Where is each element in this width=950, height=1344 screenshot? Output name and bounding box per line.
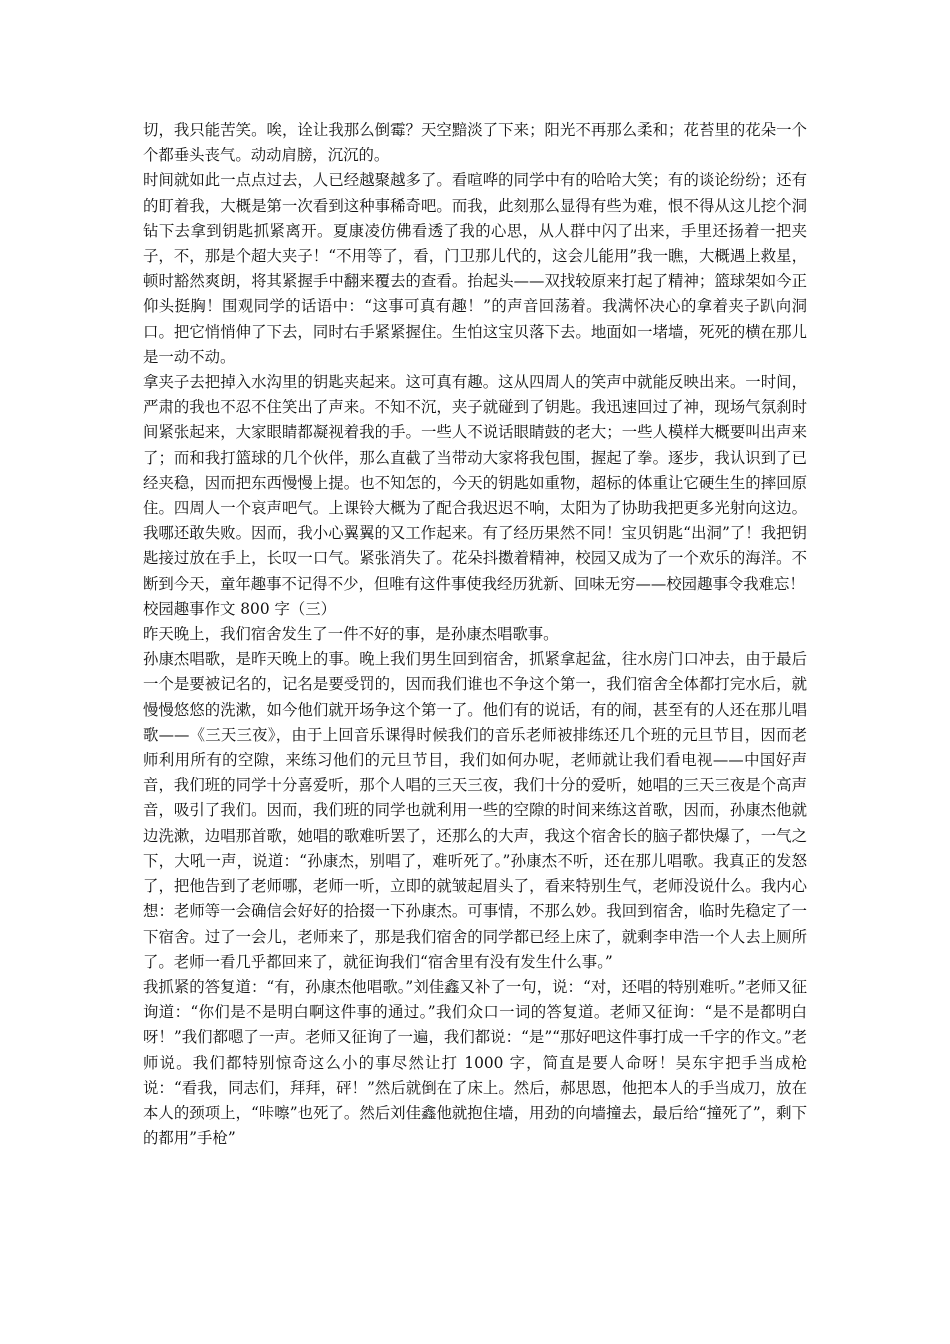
section-heading: 校园趣事作文 800 字（三） [143, 599, 337, 618]
paragraph: 时间就如此一点点过去，人已经越聚越多了。看喧哗的同学中有的哈哈大笑；有的谈论纷纷；还有的盯着我，大概是第一次看到这种事稀奇吧。而我，此刻那么显得有些为难，恨不得从这儿挖个洞钻下去拿到钥匙抓紧离开。夏康凌仿佛看透了我的心思，从人群中闪了出来，手里还扬着一把夹子，不，那是个超大夹子！“不用等了，看，门卫那儿代的，这会儿能用”我一瞧，大概遇上救星，顿时豁然爽朗，将其紧握手中翻来覆去的查看。抬起头——双找较原来打起了精神；篮球架如今正仰头挺胸！围观同学的话语中：“这事可真有趣！”的声音回荡着。我满怀决心的拿着夹子趴向洞口。把它悄悄伸了下去，同时右手紧紧握住。生怕这宝贝落下去。地面如一堵墙，死死的横在那儿是一动不动。 [143, 171, 807, 366]
paragraph: 切，我只能苦笑。唉，诠让我那么倒霉？天空黯淡了下来；阳光不再那么柔和；花苔里的花朵一个个都垂头丧气。动动肩膀，沉沉的。 [143, 121, 807, 165]
paragraph: 孙康杰唱歌，是昨天晚上的事。晚上我们男生回到宿舍，抓紧拿起盆，往水房门口冲去，由于最后一个是要被记名的，记名是要受罚的，因而我们谁也不争这个第一，我们宿舍全体都打完水后，就慢慢悠悠的洗漱，如今他们就开场争这个第一了。他们有的说话，有的闹，甚至有的人还在那儿唱歌——《三天三夜》，由于上回音乐课得时候我们的音乐老师被排练还几个班的元旦节目，因而老师利用所有的空隙，来练习他们的元旦节目，我们如何办呢，老师就让我们看电视——中国好声音，我们班的同学十分喜爱听，那个人唱的三天三夜，我们十分的爱听，她唱的三天三夜是个高声音，吸引了我们。因而，我们班的同学也就利用一些的空隙的时间来练这首歌，因而，孙康杰他就边洗漱，边唱那首歌，她唱的歌难听罢了，还那么的大声，我这个宿舍长的脑子都快爆了，一气之下，大吼一声，说道：“孙康杰，别唱了，难听死了。”孙康杰不听，还在那儿唱歌。我真正的发怒了，把他告到了老师哪，老师一听，立即的就皱起眉头了，看来特别生气，老师没说什么。我内心想：老师等一会确信会好好的拾掇一下孙康杰。可事情，不那么妙。我回到宿舍，临时先稳定了一下宿舍。过了一会儿，老师来了，那是我们宿舍的同学都已经上床了，就剩李申浩一个人去上厕所了。老师一看几乎都回来了，就征询我们“宿舍里有没有发生什么事。” [143, 650, 807, 971]
paragraph: 我抓紧的答复道：“有，孙康杰他唱歌。”刘佳鑫又补了一句，说：“对，还唱的特别难听。”老师又征询道：“你们是不是明白啊这件事的通过。”我们众口一词的答复道。老师又征询：“是不是都明白呀！”我们都嗯了一声。老师又征询了一遍，我们都说：“是”“那好吧这件事打成一千字的作文。”老师说。我们都特别惊奇这么小的事尽然让打 1000 字，简直是要人命呀！吴东宇把手当成枪说：“看我，同志们，拜拜，砰！”然后就倒在了床上。然后，郝思恩，他把本人的手当成刀，放在本人的颈项上，“咔嚓”也死了。然后刘佳鑫他就抱住墙，用劲的向墙撞去，最后给“撞死了”，剩下的都用”手枪” [143, 977, 807, 1148]
paragraph: 拿夹子去把掉入水沟里的钥匙夹起来。这可真有趣。这从四周人的笑声中就能反映出来。一时间，严肃的我也不忍不住笑出了声来。不知不沉，夹子就碰到了钥匙。我迅速回过了神，现场气氛刹时间紧张起来，大家眼睛都凝视着我的手。一些人不说话眼睛鼓的老大；一些人模样大概要叫出声来了；而和我打篮球的几个伙伴，那么直截了当带动大家将我包围，握起了拳。逐步，我认识到了已经夹稳，因而把东西慢慢上提。也不知怎的，今天的钥匙如重物，超标的体重让它硬生生的摔回原住。四周人一个哀声吧气。上课铃大概为了配合我迟迟不响，太阳为了协助我把更多光射向这边。我哪还敢失败。因而，我小心翼翼的又工作起来。有了经历果然不同！宝贝钥匙“出洞”了！我把钥匙接过放在手上，长叹一口气。紧张消失了。花朵抖擞着精神，校园又成为了一个欢乐的海洋。不断到今天，童年趣事不记得不少，但唯有这件事使我经历犹新、回味无穷——校园趣事令我难忘！ [143, 373, 807, 593]
paragraph: 昨天晚上，我们宿舍发生了一件不好的事，是孙康杰唱歌事。 [143, 625, 559, 644]
document-body [143, 118, 807, 1151]
